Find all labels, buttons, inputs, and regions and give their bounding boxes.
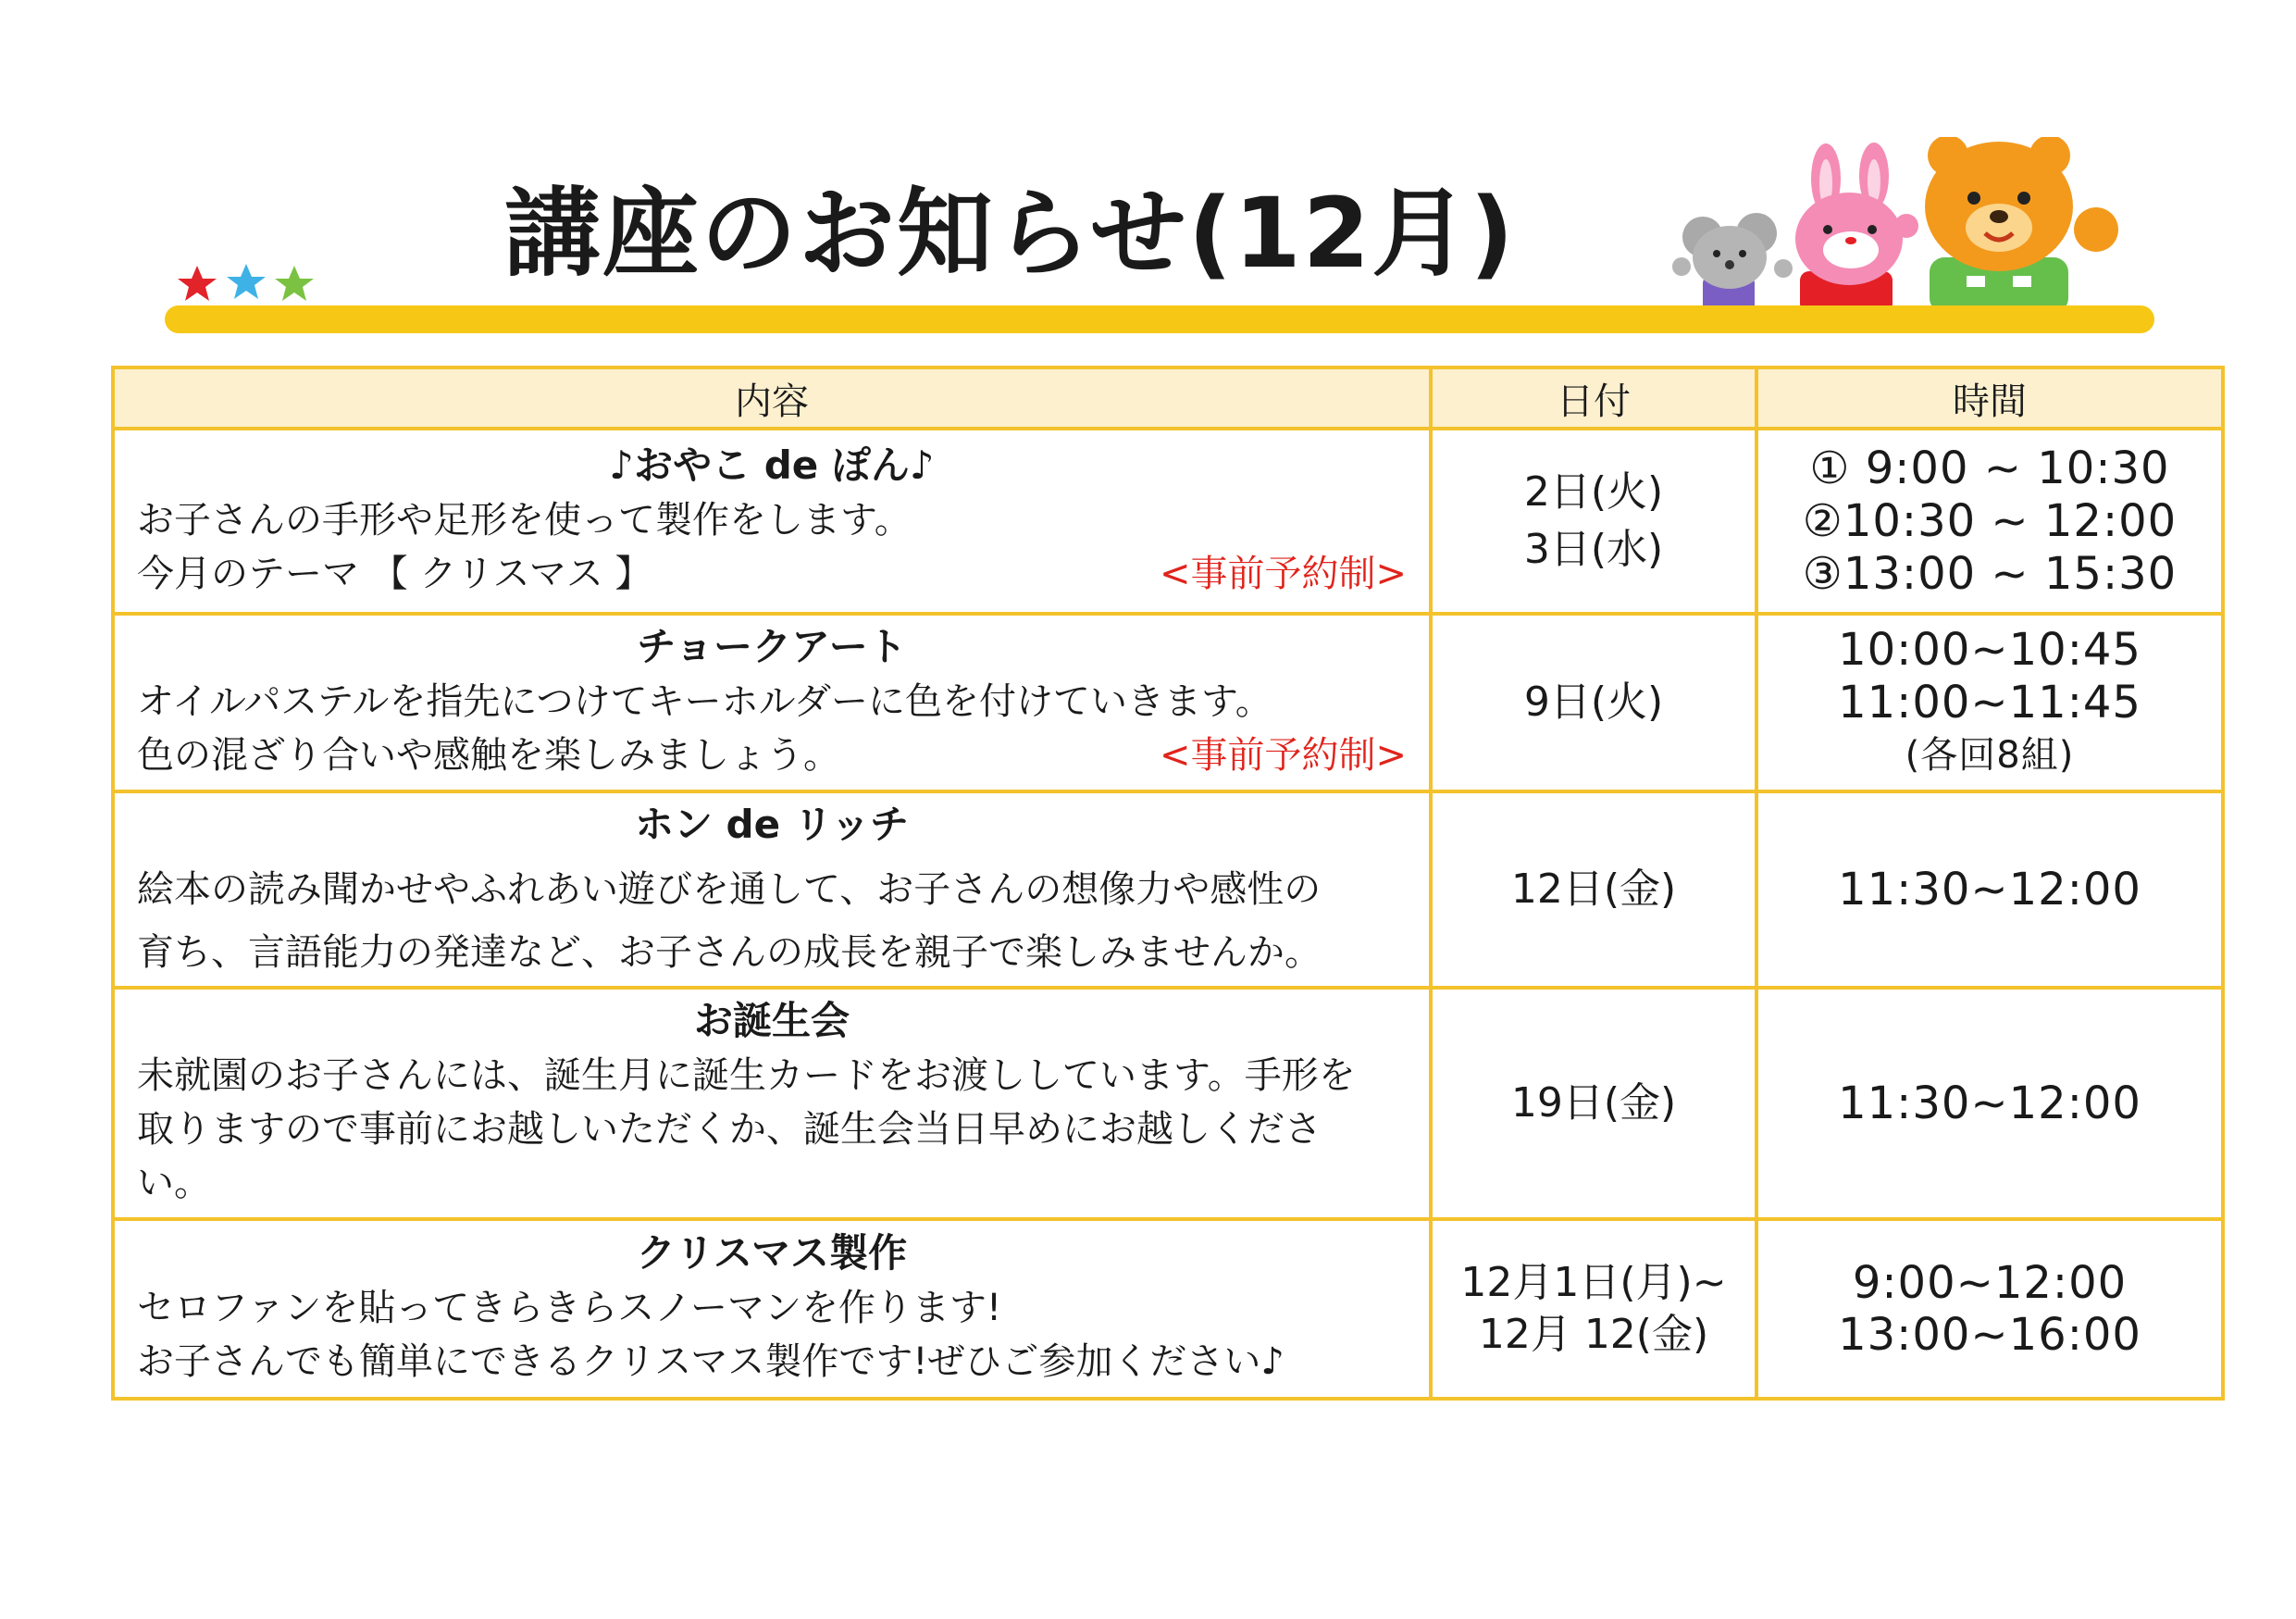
course-time: 9:00~12:00	[1852, 1257, 2128, 1309]
course-date: 2日(火)	[1523, 468, 1664, 516]
table-row	[113, 429, 2223, 614]
course-description: お子さんでも簡単にできるクリスマス製作です!ぜひご参加ください♪	[137, 1340, 1285, 1383]
course-group-note: (各回8組)	[1905, 733, 2075, 777]
course-description: オイルパステルを指先につけてキーホルダーに色を付けていきます。	[137, 680, 1272, 723]
course-time-cell	[1756, 988, 2223, 1219]
course-name: お誕生会	[693, 998, 850, 1043]
reservation-note: <事前予約制>	[1159, 734, 1407, 777]
course-description: 絵本の読み聞かせやふれあい遊びを通して、お子さんの想像力や感性の	[137, 868, 1322, 911]
table-header-row	[113, 367, 2223, 429]
course-content-cell	[113, 614, 1431, 791]
rabbit-character-icon	[1795, 143, 1918, 313]
header-time: 時間	[1756, 367, 2223, 429]
table-row	[113, 614, 2223, 791]
course-time: ③13:00 ~ 15:30	[1802, 547, 2178, 600]
course-description: お子さんの手形や足形を使って製作をします。	[137, 499, 912, 542]
course-date-cell	[1431, 988, 1756, 1219]
course-time: 13:00~16:00	[1838, 1309, 2141, 1361]
course-time-cell	[1756, 1219, 2223, 1399]
course-date: 12日(金)	[1510, 866, 1677, 913]
page-title: 講座のお知らせ(12月)	[504, 177, 1516, 290]
table-row	[113, 988, 2223, 1219]
course-time: 11:30~12:00	[1838, 1077, 2141, 1129]
star-blue-icon	[227, 264, 266, 299]
reservation-note: <事前予約制>	[1159, 553, 1407, 595]
course-time: ① 9:00 ~ 10:30	[1809, 442, 2170, 494]
course-date-cell	[1431, 429, 1756, 614]
header-content: 内容	[113, 367, 1431, 429]
course-schedule-table	[111, 366, 2225, 1401]
stars-decoration	[174, 261, 322, 307]
course-time: 10:00~10:45	[1838, 623, 2141, 676]
bear-character-icon	[1925, 137, 2118, 313]
course-content-cell	[113, 988, 1431, 1219]
course-time: 11:30~12:00	[1838, 864, 2141, 915]
star-red-icon	[178, 266, 217, 301]
characters-illustration	[1661, 137, 2142, 313]
mouse-character-icon	[1672, 213, 1793, 313]
course-time: 11:00~11:45	[1838, 676, 2141, 729]
course-description: い。	[137, 1162, 211, 1204]
title-underline-bar	[165, 305, 2154, 333]
course-description: 取りますので事前にお越しいただくか、誕生会当日早めにお越しくださ	[137, 1108, 1322, 1151]
course-time-cell	[1756, 791, 2223, 988]
course-name: ホン de リッチ	[634, 802, 910, 847]
course-name: チョークアート	[637, 624, 907, 669]
course-date: 19日(金)	[1510, 1079, 1677, 1127]
course-date: 9日(火)	[1523, 679, 1664, 726]
course-time-cell	[1756, 614, 2223, 791]
course-name: クリスマス製作	[636, 1230, 908, 1276]
course-date-cell	[1431, 791, 1756, 988]
course-time-cell	[1756, 429, 2223, 614]
course-date-cell	[1431, 1219, 1756, 1399]
course-content-cell	[113, 1219, 1431, 1399]
course-description: 育ち、言語能力の発達など、お子さんの成長を親子で楽しみませんか。	[137, 931, 1322, 974]
course-date: 3日(水)	[1523, 526, 1664, 573]
course-name: ♪おやこ de ぽん♪	[609, 442, 935, 488]
table-row	[113, 791, 2223, 988]
course-content-cell	[113, 791, 1431, 988]
course-date: 12月1日(月)~	[1460, 1259, 1727, 1306]
header-date: 日付	[1431, 367, 1756, 429]
course-date-cell	[1431, 614, 1756, 791]
table-row	[113, 1219, 2223, 1399]
course-content-cell	[113, 429, 1431, 614]
course-time: ②10:30 ~ 12:00	[1802, 494, 2178, 547]
star-green-icon	[275, 266, 314, 301]
course-description: 今月のテーマ 【 クリスマス 】	[137, 553, 652, 595]
course-description: 色の混ざり合いや感触を楽しみましょう。	[137, 734, 840, 777]
course-description: セロファンを貼ってきらきらスノーマンを作ります!	[137, 1287, 1002, 1329]
course-description: 未就園のお子さんには、誕生月に誕生カードをお渡ししています。手形を	[137, 1054, 1356, 1097]
course-date: 12月 12(金)	[1478, 1311, 1709, 1358]
